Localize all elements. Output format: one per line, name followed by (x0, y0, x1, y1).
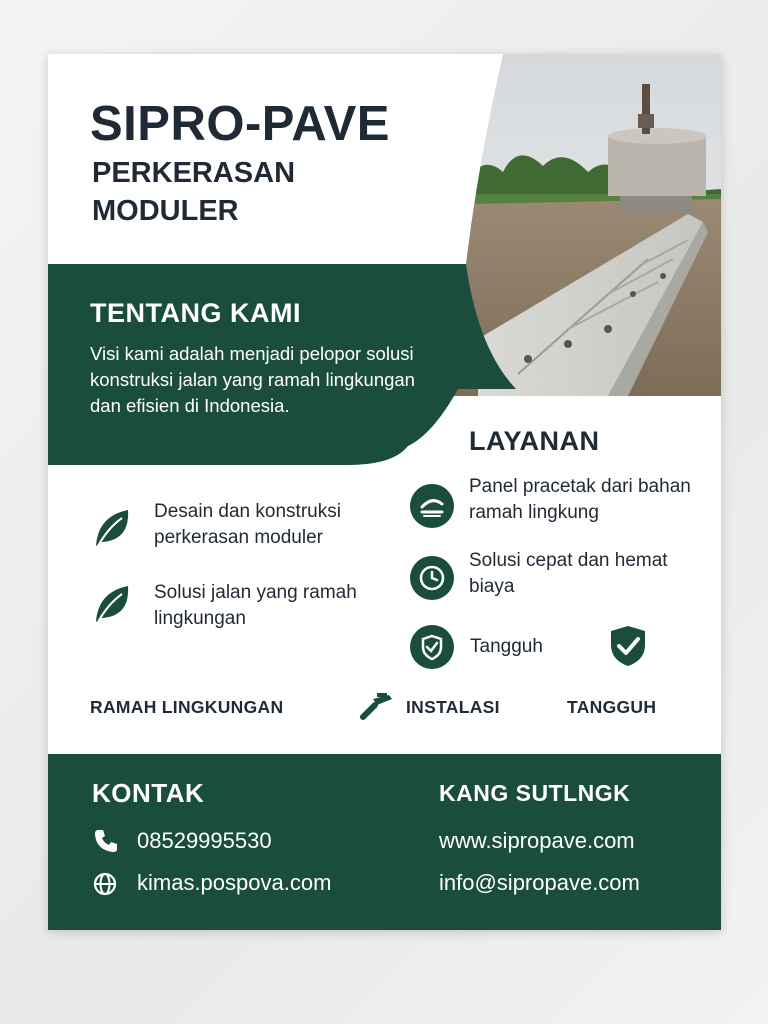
phone-number[interactable]: 08529995530 (137, 828, 272, 853)
email-link[interactable]: info@sipropave.com (439, 870, 640, 895)
leaf-icon (92, 582, 132, 626)
feature-item: Solusi jalan yang ramah lingkungan (154, 582, 357, 629)
brand-title: SIPRO-PAVE (90, 97, 390, 151)
globe-icon (92, 871, 118, 897)
panel-icon (410, 484, 454, 528)
contact-footer (48, 754, 721, 930)
about-text: Visi kami adalah menjadi pelopor solusi konstruksi jalan yang ramah lingkungan dan efisien di Indonesia. (90, 343, 415, 416)
contact-heading-right: KANG SUTLNGK (439, 780, 631, 806)
leaf-icon (92, 506, 132, 550)
website-link[interactable]: www.sipropave.com (439, 828, 635, 853)
services-heading: LAYANAN (469, 426, 600, 456)
contact-heading: KONTAK (92, 778, 205, 808)
clock-icon (410, 556, 454, 600)
tag-tough: TANGGUH (567, 697, 657, 717)
brand-subtitle: PERKERASAN MODULER (92, 157, 296, 227)
about-heading: TENTANG KAMI (90, 298, 301, 328)
phone-icon (92, 827, 120, 855)
feature-item: Desain dan konstruksi perkerasan moduler (154, 501, 341, 548)
shield-check-icon (410, 625, 454, 669)
flyer (48, 54, 721, 930)
shield-check-icon (607, 623, 649, 669)
wrench-icon (359, 691, 395, 721)
service-item: Tangguh (470, 636, 543, 657)
website-link-left[interactable]: kimas.pospova.com (137, 870, 332, 895)
tag-eco: RAMAH LINGKUNGAN (90, 697, 284, 717)
service-item: Solusi cepat dan hemat biaya (469, 550, 668, 597)
tag-installation: INSTALASI (406, 697, 500, 717)
service-item: Panel pracetak dari bahan ramah lingkung (469, 476, 691, 523)
